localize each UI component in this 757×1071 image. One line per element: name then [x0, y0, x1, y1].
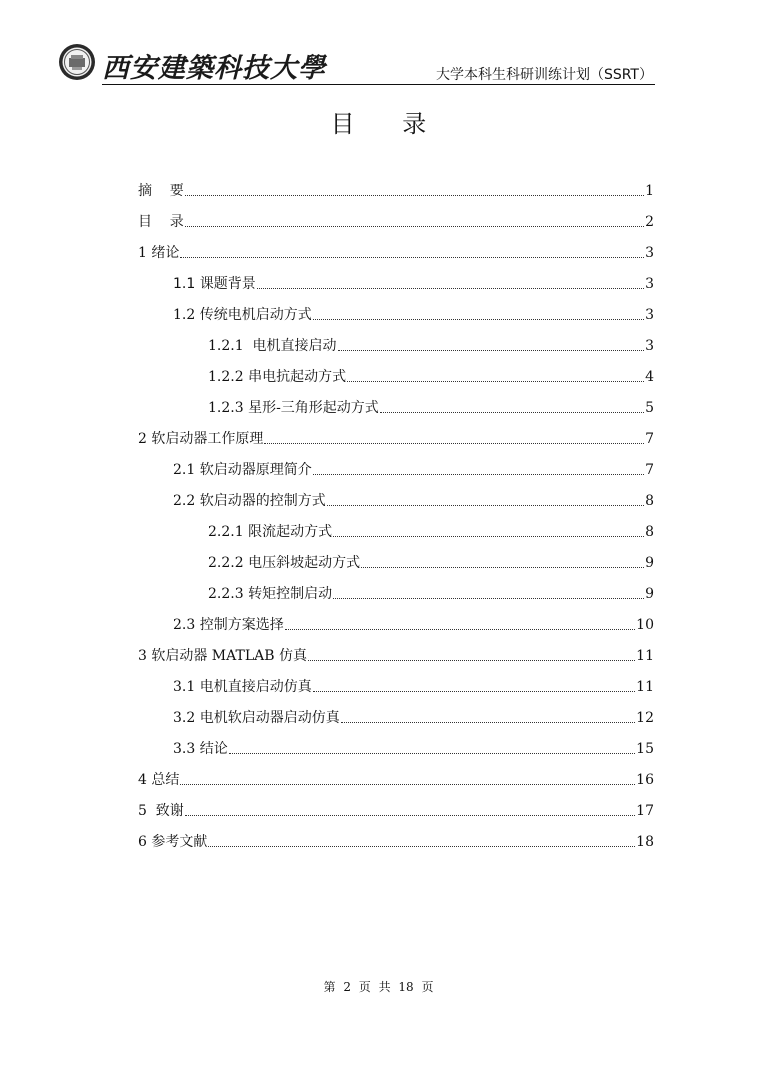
toc-entry[interactable]: [138, 325, 654, 356]
toc-entry-title: 3.3 结论: [173, 741, 228, 757]
toc-entry[interactable]: [138, 449, 654, 480]
toc-entry-title: 4 总结: [138, 772, 180, 788]
toc-entry-title: 2.2.1 限流起动方式: [208, 524, 333, 540]
toc-entry-title: 3 软启动器 MATLAB 仿真: [138, 648, 307, 664]
toc-entry[interactable]: [138, 759, 654, 790]
toc-page-number: 9: [645, 555, 654, 571]
toc-page-number: 12: [636, 710, 654, 726]
toc-dot-leader: [264, 443, 644, 444]
toc-dot-leader: [208, 846, 635, 847]
toc-page-number: 16: [636, 772, 654, 788]
toc-page-number: 10: [636, 617, 654, 633]
toc-entry-title: 2.2.3 转矩控制启动: [208, 586, 333, 602]
toc-entry-title: 1.1 课题背景: [173, 276, 256, 292]
toc-dot-leader: [185, 226, 644, 227]
toc-entry[interactable]: [138, 201, 654, 232]
toc-entry[interactable]: [138, 635, 654, 666]
toc-page-number: 8: [645, 524, 654, 540]
toc-entry-title: 2.2.2 电压斜坡起动方式: [208, 555, 361, 571]
toc-dot-leader: [180, 257, 644, 258]
toc-dot-leader: [185, 195, 644, 196]
toc-entry[interactable]: [138, 666, 654, 697]
toc-entry-title: 1.2.3 星形-三角形起动方式: [208, 400, 379, 416]
toc-dot-leader: [180, 784, 635, 785]
toc-entry[interactable]: [138, 728, 654, 759]
toc-entry-title: 1.2 传统电机启动方式: [173, 307, 312, 323]
header-rule: [102, 84, 655, 85]
toc-page-number: 9: [645, 586, 654, 602]
toc-entry-title: 2.1 软启动器原理简介: [173, 462, 312, 478]
toc-entry[interactable]: [138, 294, 654, 325]
toc-entry[interactable]: [138, 356, 654, 387]
toc-dot-leader: [313, 691, 635, 692]
toc-entry[interactable]: [138, 170, 654, 201]
page-footer: 第 2 页 共 18 页: [323, 980, 434, 994]
toc-entry[interactable]: [138, 542, 654, 573]
toc-dot-leader: [361, 567, 644, 568]
toc-page-number: 4: [645, 369, 654, 385]
toc-page-number: 18: [636, 834, 654, 850]
toc-entry-title: 2.3 控制方案选择: [173, 617, 284, 633]
university-name: 西安建築科技大學: [102, 53, 326, 84]
toc-dot-leader: [347, 381, 644, 382]
toc-page-number: 8: [645, 493, 654, 509]
toc-dot-leader: [313, 474, 644, 475]
toc-page-number: 1: [645, 183, 654, 199]
toc-page-number: 3: [645, 276, 654, 292]
toc-entry-title: 2.2 软启动器的控制方式: [173, 493, 326, 509]
toc-entry-title: 1.2.2 串电抗起动方式: [208, 369, 347, 385]
toc-dot-leader: [341, 722, 635, 723]
toc-page-number: 15: [636, 741, 654, 757]
program-name: 大学本科生科研训练计划（SSRT）: [435, 67, 653, 83]
toc-entry[interactable]: [138, 387, 654, 418]
toc-entry-title: 目 录: [138, 214, 184, 230]
toc-entry-title: 3.1 电机直接启动仿真: [173, 679, 312, 695]
toc-dot-leader: [338, 350, 645, 351]
toc-page-number: 7: [645, 431, 654, 447]
toc-entry[interactable]: [138, 263, 654, 294]
toc-entry[interactable]: [138, 511, 654, 542]
toc-entry[interactable]: [138, 821, 654, 852]
toc-page-number: 11: [636, 679, 654, 695]
table-of-contents: [138, 170, 654, 852]
toc-page-number: 7: [645, 462, 654, 478]
toc-entry[interactable]: [138, 604, 654, 635]
toc-page-number: 2: [645, 214, 654, 230]
toc-dot-leader: [333, 598, 644, 599]
toc-page-number: 5: [645, 400, 654, 416]
toc-page-number: 3: [645, 338, 654, 354]
page-title: 目 录: [330, 110, 447, 138]
toc-dot-leader: [257, 288, 644, 289]
toc-entry[interactable]: [138, 232, 654, 263]
toc-dot-leader: [327, 505, 644, 506]
toc-entry-title: 3.2 电机软启动器启动仿真: [173, 710, 340, 726]
toc-entry-title: 1.2.1 电机直接启动: [208, 338, 337, 354]
toc-entry-title: 摘 要: [138, 183, 184, 199]
toc-entry-title: 6 参考文献: [138, 834, 208, 850]
toc-page-number: 3: [645, 307, 654, 323]
toc-dot-leader: [333, 536, 644, 537]
toc-entry-title: 2 软启动器工作原理: [138, 431, 264, 447]
toc-entry-title: 1 绪论: [138, 245, 180, 261]
toc-dot-leader: [380, 412, 644, 413]
university-seal-icon: [58, 43, 96, 81]
toc-page-number: 11: [636, 648, 654, 664]
toc-entry[interactable]: [138, 697, 654, 728]
toc-dot-leader: [185, 815, 635, 816]
toc-entry[interactable]: [138, 418, 654, 449]
toc-entry[interactable]: [138, 573, 654, 604]
toc-entry[interactable]: [138, 790, 654, 821]
page-header: [58, 40, 655, 86]
toc-dot-leader: [229, 753, 635, 754]
toc-entry-title: 5 致谢: [138, 803, 184, 819]
toc-dot-leader: [313, 319, 644, 320]
toc-dot-leader: [285, 629, 635, 630]
toc-page-number: 3: [645, 245, 654, 261]
toc-page-number: 17: [636, 803, 654, 819]
toc-dot-leader: [308, 660, 635, 661]
toc-entry[interactable]: [138, 480, 654, 511]
